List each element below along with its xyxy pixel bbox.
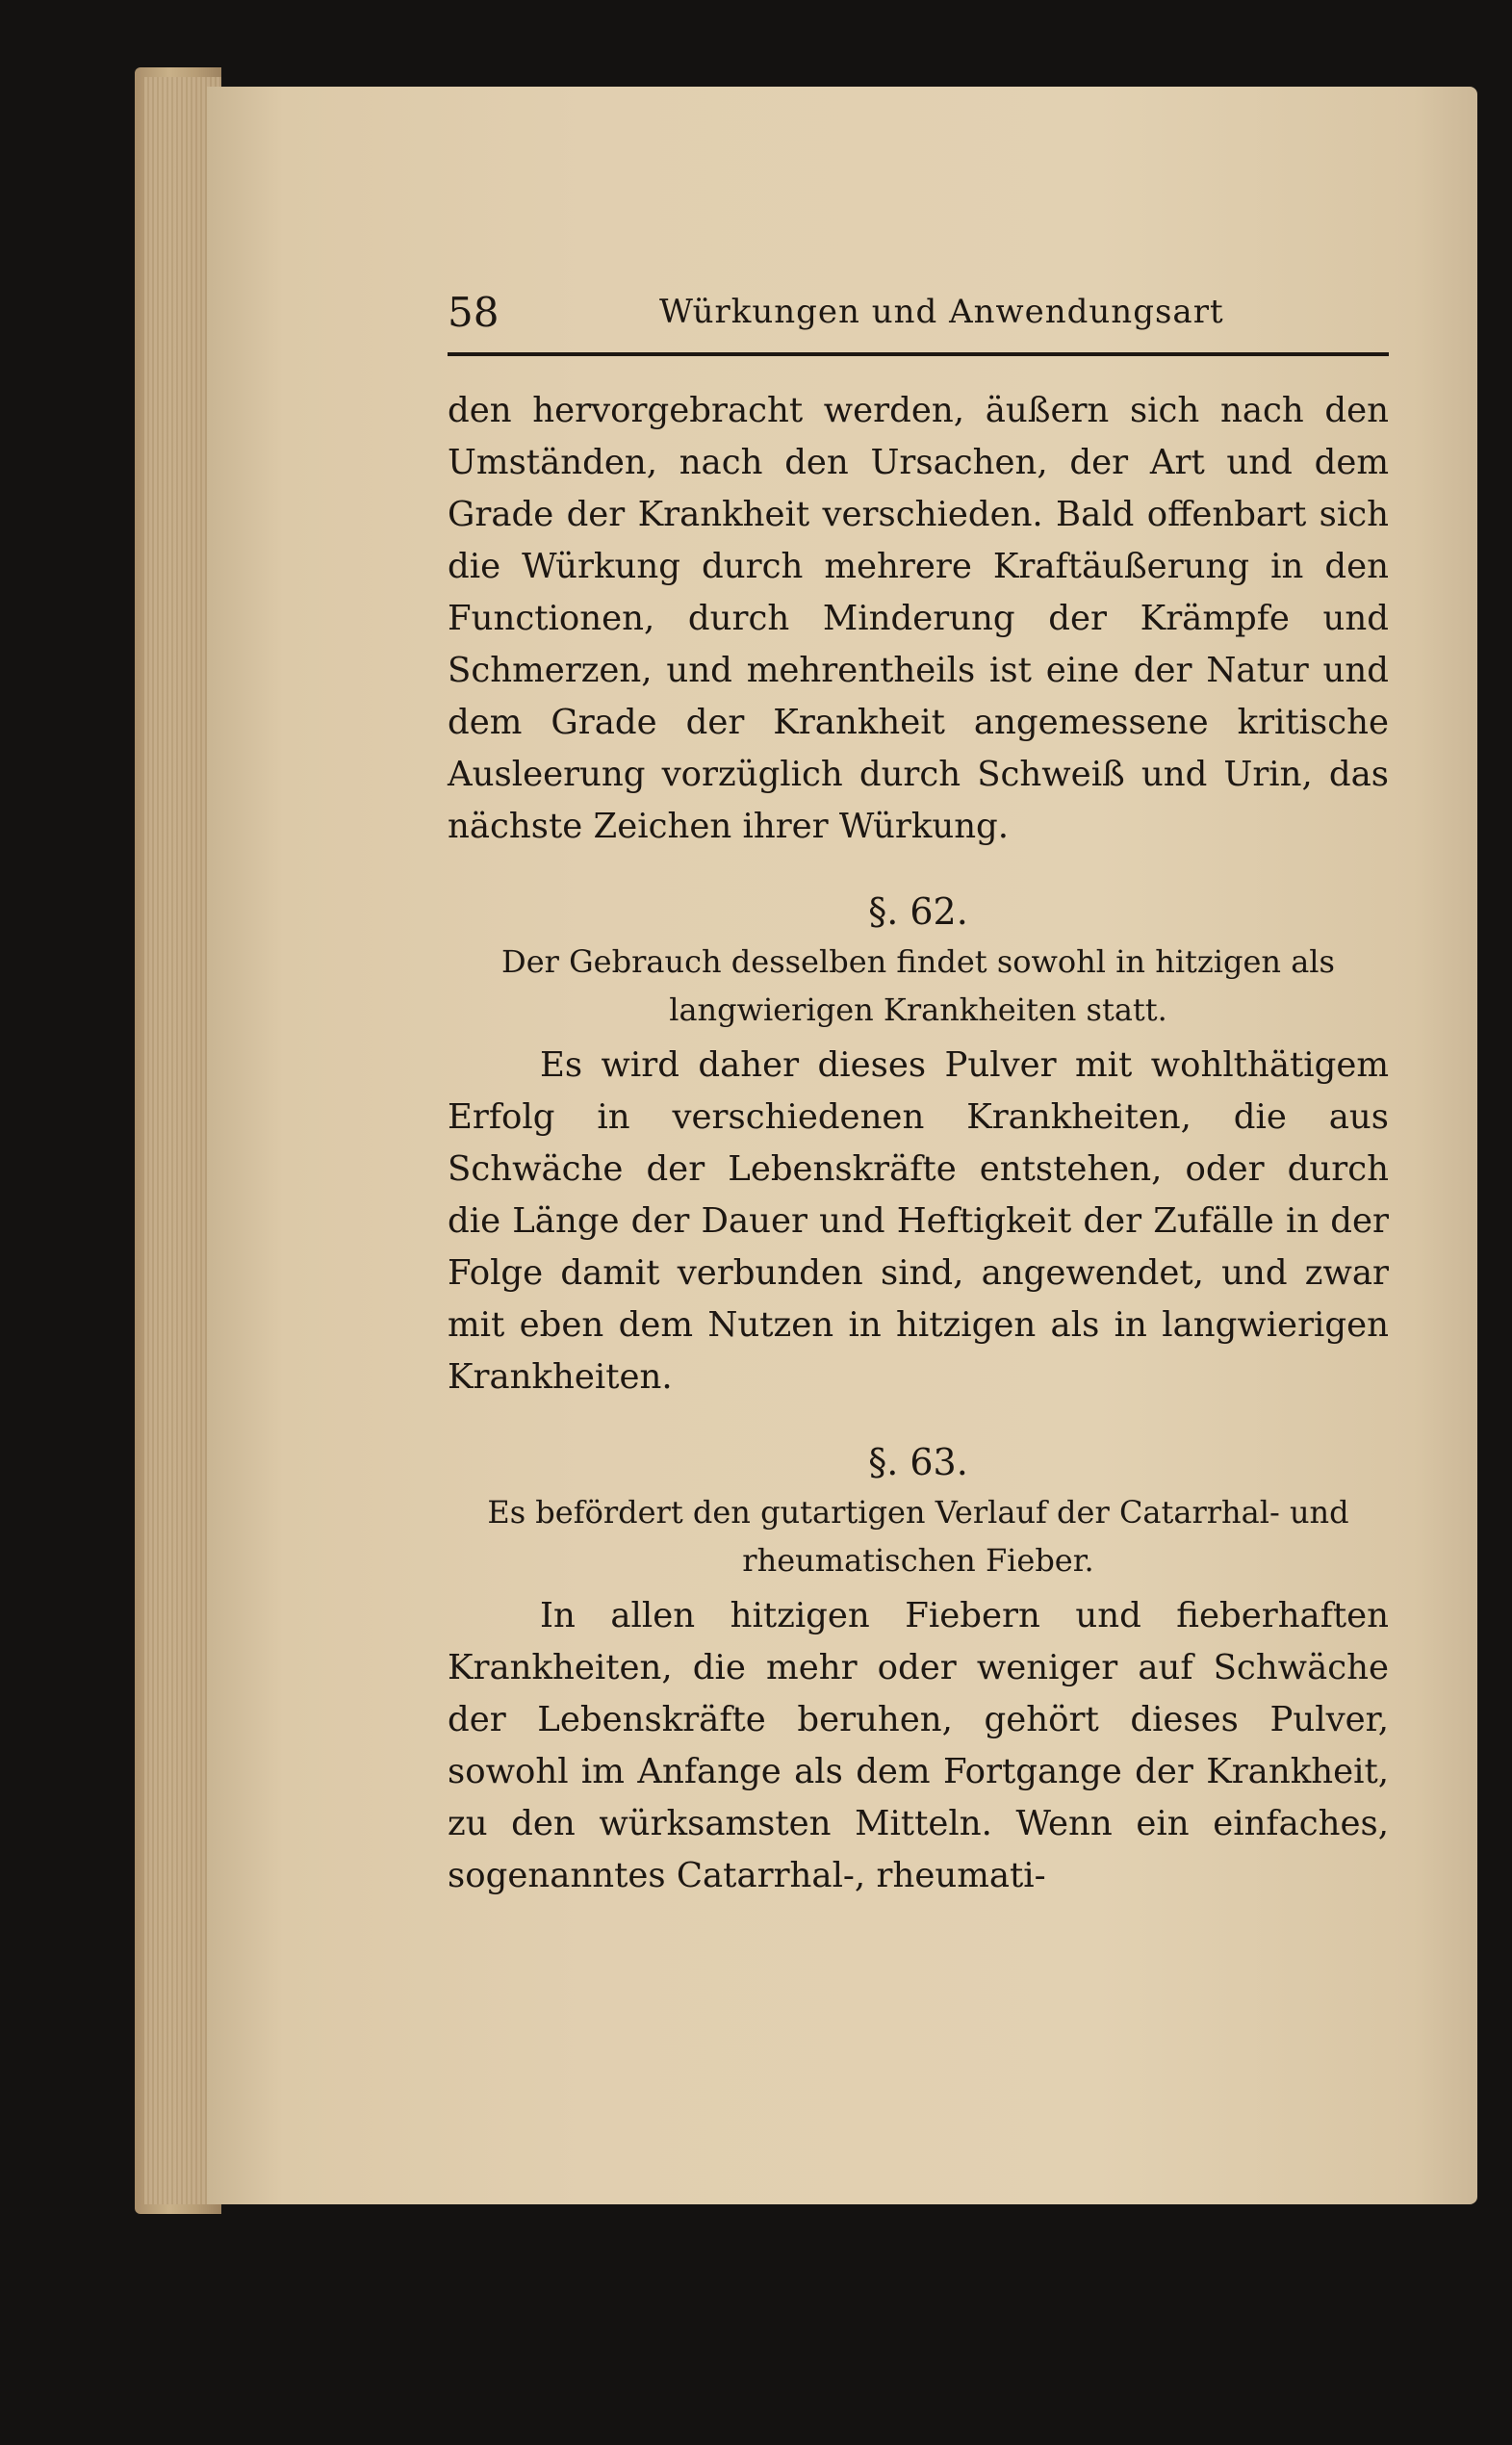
page-content bbox=[448, 289, 1389, 1895]
page-body bbox=[448, 385, 1389, 1902]
section-62-text: Es wird daher dieses Pulver mit wohlthätigem Erfolg in verschiedenen Krankheiten, die aus Schwäche der Lebenskräfte entstehen, oder durch die Länge der Dauer und Heftigkeit der Zufälle in der Folge damit verbunden sind, angewendet, und zwar mit eben dem Nutzen in hitzigen als in langwierigen Krankheiten. bbox=[448, 1045, 1389, 1397]
section-62-mark: §. 62. bbox=[868, 890, 968, 933]
page-number: 58 bbox=[448, 289, 500, 336]
header-rule bbox=[448, 352, 1389, 356]
running-head: Würkungen und Anwendungsart bbox=[659, 293, 1224, 331]
page-header bbox=[448, 289, 1389, 347]
section-63-text: In allen hitzigen Fiebern und fieberhaften Krankheiten, die mehr oder weniger auf Schwäche der Lebenskräfte beruhen, gehört dieses Pulver, sowohl im Anfange als dem Fortgange der Krankheit, zu den würksamsten Mitteln. Wenn ein einfaches, sogenanntes Catarrhal-, rheumati- bbox=[448, 1596, 1389, 1895]
continuation-paragraph: den hervorgebracht werden, äußern sich nach den Umständen, nach den Ursachen, der Art und dem Grade der Krankheit verschieden. Bald offenbart sich die Würkung durch mehrere Kraftäußerung in den Functionen, durch Minderung der Krämpfe und Schmerzen, und mehrentheils ist eine der Natur und dem Grade der Krankheit angemessene kritische Ausleerung vorzüglich durch Schweiß und Urin, das nächste Zeichen ihrer Würkung. bbox=[448, 391, 1389, 846]
section-63-title: Es befördert den gutartigen Verlauf der Catarrhal- und rheumatischen Fieber. bbox=[487, 1494, 1349, 1579]
section-62-title: Der Gebrauch desselben findet sowohl in hitzigen als langwierigen Krankheiten statt. bbox=[501, 943, 1335, 1028]
section-63-mark: §. 63. bbox=[868, 1441, 968, 1483]
